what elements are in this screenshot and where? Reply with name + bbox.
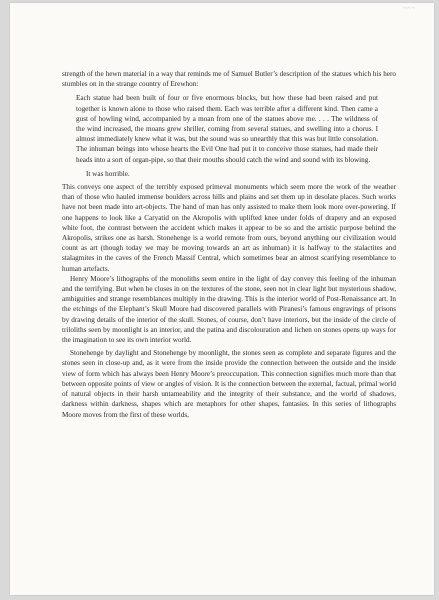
body-text (62, 69, 396, 420)
paragraph-2: Henry Moore’s lithographs of the monoliths seem entire in the light of day convey this feeling of the inhuman and the terrifying. But when he closes in on the textures of the stone, seen not in clear light but mysterious shadow, ambiguities and strange resemblances multiply in the drawing. This is the interior world of Post-Renaissance art. In the etchings of the Elephant’s Skull Moore had discovered parallels with Piranesi’s famous engravings of prisons by drawing details of the interior of the skull. Stones, of course, don’t have interiors, but the inside of the circle of triloliths seen by moonlight is an interior, and the patina and discolouration and lichen on stones opens up ways for the imagination to see its own interior world. (62, 274, 396, 345)
paragraph-intro: strength of the hewn material in a way that reminds me of Samuel Butler’s description of the statues which his hero stumbles on in the strange country of Erewhon: (62, 70, 396, 89)
block-quote: Each statue had been built of four or five enormous blocks, but how these had been raised and put together is known alone to those who raised them. Each was terrible after a different kind. Then came a gust of howling wind, accompanied by a moan from one of the statues above me. . . . The wildness of the wind increased, the moans grew shriller, coming from several statues, and swelling into a chorus. I almost immediately knew what it was, but the sound was so unearthly that this was but little consolation. The inhuman beings into whose hearts the Evil One had put it to conceive those statues, had made their heads into a sort of organ-pipe, so that their mouths should catch the wind and sound with its blowing. (76, 94, 378, 164)
paragraph-1: This conveys one aspect of the terribly exposed primeval monuments which seem more the work of the weather than of those who hauled immense boulders across hills and plains and set them up in desolate places. Such works have not been made into art-objects. The hand of man has only assisted to make them look more over-powering. If one happens to look like a Caryatid on the Akropolis with uplifted knee under folds of drapery and an exposed white foot, the contrast between the accident which makes it appear to be so and the artistic purpose behind the Akropolis, strikes one as harsh. Stonehenge is a world remote from ours, beyond anything our civilization would count as art (though today we may be moving towards an art as inhuman) it is halfway to the stalactites and stalagmites in the caves of the French Massif Central, which sometimes bear an almost scarifying resemblance to human artefacts. (62, 183, 396, 273)
document-page (10, 3, 434, 595)
paragraph-3: Stonehenge by daylight and Stonehenge by moonlight, the stones seen as complete and separate figures and the stones seen in close-up and, as it were from the inside provide the connection between the outside and the inside view of form which has always been Henry Moore’s preoccupation. This connection signifies much more than that between opposite points of view or angles of vision. It is the connection between the external, factual, primal world of natural objects in their harsh untameability and the integrity of their substance, and the world of shadows, darkness within darkness, shapes which are metaphors for other shapes, fantasies. In this series of lithographs Moore moves from the first of these worlds, (62, 349, 396, 419)
pencil-mark: ~~~ (403, 6, 416, 12)
quote-ending: It was horrible. (86, 169, 130, 178)
